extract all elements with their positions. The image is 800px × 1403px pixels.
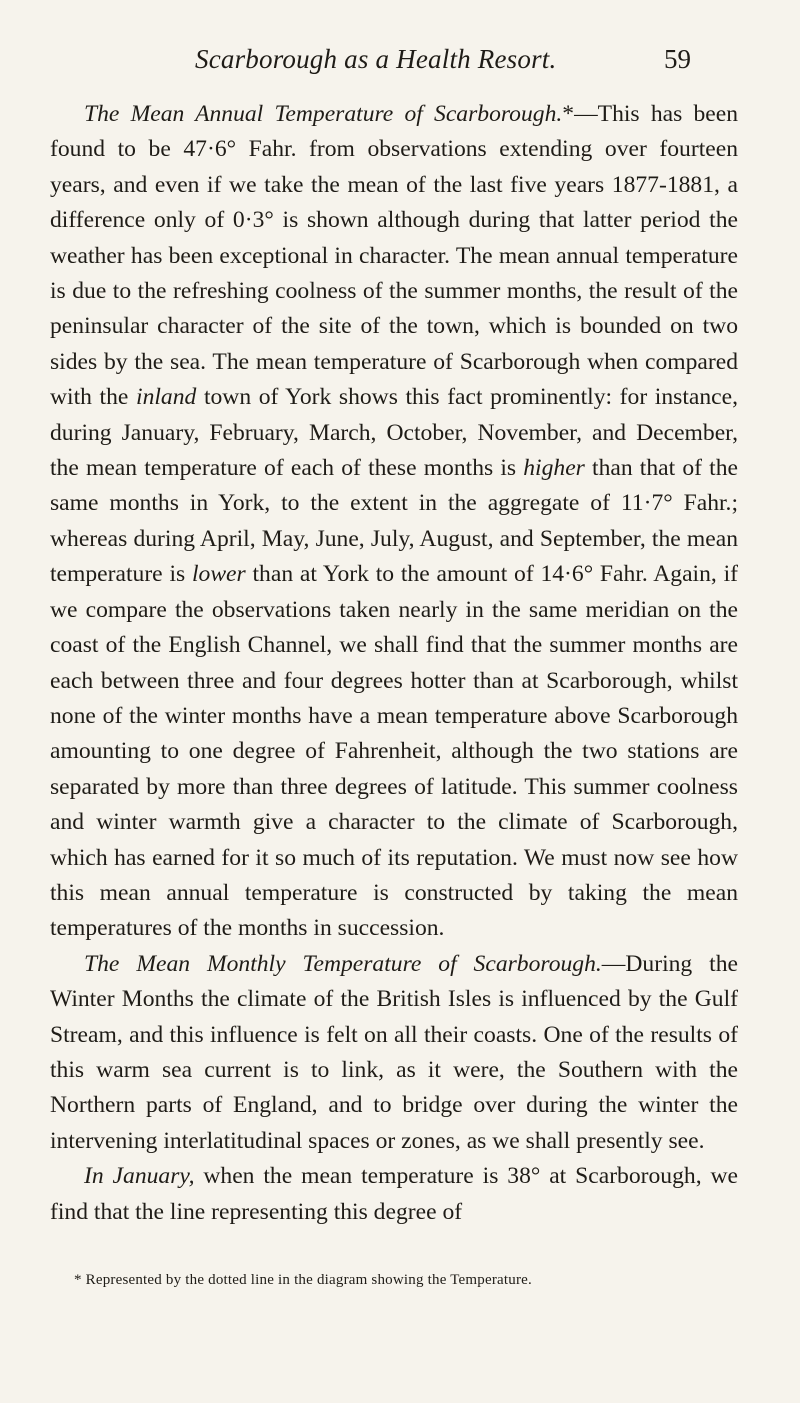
emphasis-lower: lower	[191, 561, 246, 588]
body-text	[50, 97, 738, 1230]
section-lead-monthly: The Mean Monthly Temperature of Scarborough.	[84, 950, 602, 977]
paragraph-text: than that of the same months in York, to the extent in the aggregate of 11·7° Fahr.; whereas during April, May, June, July, August, and September, the mean temperature is	[50, 455, 738, 588]
emphasis-inland: inland	[136, 384, 197, 411]
paragraph-text: —This has been found to be 47·6° Fahr. from observations extending over fourteen years, and even if we take the mean of the last five years 1877-1881, a difference only of 0·3° is shown although during that latter period the weather has been exceptional in character. The mean annual temperature is due to the refreshing coolness of the summer months, the result of the peninsular character of the site of the town, which is bounded on two sides by the sea. The mean temperature of Scarborough when compared with the	[50, 101, 739, 411]
paragraph-mean-monthly-temperature	[50, 947, 738, 1159]
emphasis-higher: higher	[523, 455, 585, 482]
running-title: Scarborough as a Health Resort.	[195, 44, 557, 74]
footnote-marker: *	[562, 101, 575, 127]
section-lead-january: In January,	[84, 1163, 195, 1190]
page-number: 59	[664, 44, 691, 74]
paragraph-text: than at York to the amount of 14·6° Fahr. Again, if we compare the observations taken nearly in the same meridian on the coast of the English Channel, we shall find that the summer months are each between three and four degrees hotter than at Scarborough, whilst none of the winter months have a mean temperature above Scarborough amounting to one degree of Fahrenheit, although the two stations are separated by more than three degrees of latitude. This summer coolness and winter warmth give a character to the climate of Scarborough, which has earned for it so much of its reputation. We must now see how this mean annual temperature is constructed by taking the mean temperatures of the months in succession.	[50, 561, 738, 942]
paragraph-text: town of York shows this fact prominently: for instance, during January, February, March, October, November, and December, the mean temperature of each of these months is	[50, 384, 738, 482]
paragraph-mean-annual-temperature	[50, 97, 738, 947]
running-head	[0, 44, 800, 84]
footnote: * Represented by the dotted line in the diagram showing the Temperature.	[74, 1272, 532, 1288]
paragraph-text: —During the Winter Months the climate of the British Isles is influenced by the Gulf Stream, and this influence is felt on all their coasts. One of the results of this warm sea current is to link, as it were, the Southern with the Northern parts of England, and to bridge over during the winter the intervening interlatitudinal spaces or zones, as we shall presently see.	[50, 950, 738, 1154]
paragraph-text: when the mean temperature is 38° at Scarborough, we find that the line representing this degree of	[50, 1163, 738, 1225]
paragraph-january	[50, 1159, 738, 1230]
section-lead-annual: The Mean Annual Temperature of Scarborough.	[84, 101, 563, 127]
